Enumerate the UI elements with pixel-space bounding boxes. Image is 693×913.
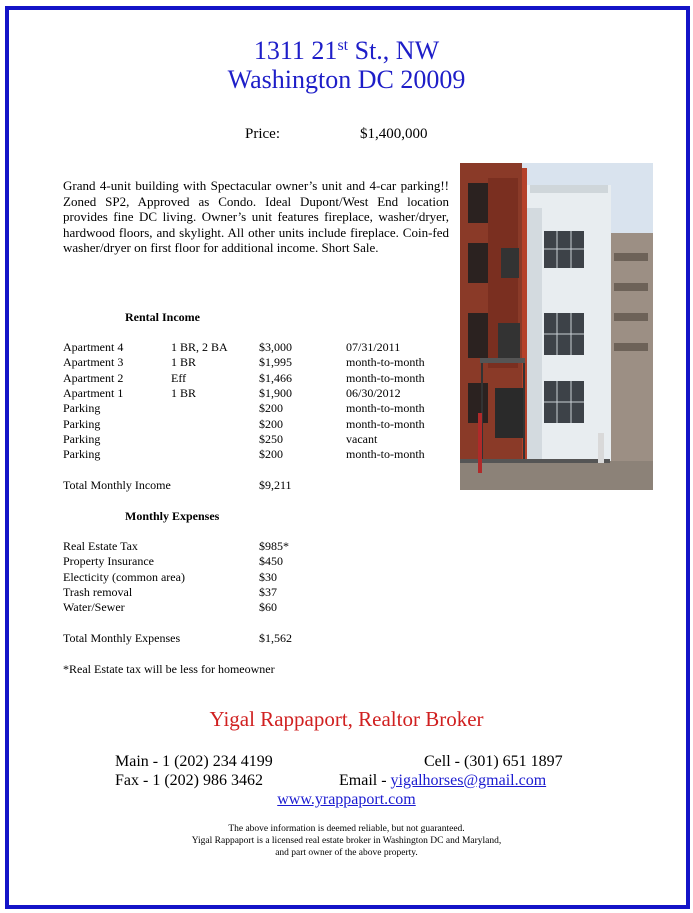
- unit-lease: month-to-month: [346, 355, 425, 369]
- disclaimer-line: Yigal Rappaport is a licensed real estate broker in Washington DC and Maryland,: [191, 836, 502, 846]
- property-description: Grand 4-unit building with Spectacular owner’s unit and 4-car parking!! Zoned SP2, Approved as Condo. Ideal Dupont/West End location provides fine DC living. Owner’s unit features fireplace, washer/dryer, hardwood floors, and skylight. All other units include fireplace. Coin-fed washer/dryer on first floor for additional income. Short Sale.: [63, 178, 449, 255]
- rental-income-heading: Rental Income: [125, 310, 200, 324]
- unit-type: Eff: [171, 371, 187, 385]
- expense-label: Property Insurance: [63, 554, 154, 568]
- expense-label: Electicity (common area): [63, 570, 185, 584]
- address-line-1: 1311 21st St., NW: [253, 36, 440, 65]
- website-link[interactable]: www.yrappaport.com: [277, 791, 416, 808]
- address-line-2: Washington DC 20009: [227, 65, 466, 94]
- email-link[interactable]: yigalhorses@gmail.com: [390, 772, 547, 789]
- unit-rent: $1,995: [259, 355, 292, 369]
- email-line: [339, 772, 546, 790]
- unit-lease: 07/31/2011: [346, 340, 401, 354]
- expense-value: $450: [259, 554, 283, 568]
- unit-type: 1 BR: [171, 386, 197, 400]
- cell-phone: Cell - (301) 651 1897: [424, 753, 563, 770]
- email-label: Email -: [339, 772, 391, 789]
- fax-number: Fax - 1 (202) 986 3462: [115, 772, 263, 789]
- property-photo: [460, 163, 653, 490]
- expense-value: $985*: [259, 539, 289, 553]
- unit-name: Apartment 3: [63, 355, 124, 369]
- unit-name: Apartment 4: [63, 340, 124, 354]
- expense-label: Real Estate Tax: [63, 539, 138, 553]
- price-value: $1,400,000: [360, 126, 428, 142]
- total-income-label: Total Monthly Income: [63, 478, 171, 492]
- unit-lease: month-to-month: [346, 401, 425, 415]
- unit-name: Parking: [63, 432, 101, 446]
- disclaimer-line: and part owner of the above property.: [275, 848, 418, 858]
- total-expenses-value: $1,562: [259, 631, 292, 645]
- unit-name: Apartment 2: [63, 371, 124, 385]
- expense-value: $60: [259, 600, 277, 614]
- unit-type: 1 BR: [171, 355, 197, 369]
- unit-name: Parking: [63, 401, 101, 415]
- unit-lease: month-to-month: [346, 447, 425, 461]
- total-expenses-label: Total Monthly Expenses: [63, 631, 181, 645]
- unit-rent: $200: [259, 417, 283, 431]
- unit-lease: 06/30/2012: [346, 386, 401, 400]
- disclaimer-line: The above information is deemed reliable, but not guaranteed.: [228, 824, 465, 834]
- total-income-value: $9,211: [259, 478, 292, 492]
- website-line: [0, 791, 693, 809]
- expense-value: $30: [259, 570, 277, 584]
- unit-name: Parking: [63, 447, 101, 461]
- unit-type: 1 BR, 2 BA: [171, 340, 228, 354]
- price-label: Price:: [245, 126, 280, 142]
- unit-rent: $200: [259, 447, 283, 461]
- unit-rent: $1,466: [259, 371, 292, 385]
- tax-footnote: *Real Estate tax will be less for homeowner: [63, 662, 275, 676]
- main-phone: Main - 1 (202) 234 4199: [115, 753, 273, 770]
- unit-name: Parking: [63, 417, 101, 431]
- expense-label: Water/Sewer: [63, 600, 125, 614]
- unit-name: Apartment 1: [63, 386, 124, 400]
- unit-lease: month-to-month: [346, 417, 425, 431]
- broker-name: Yigal Rappaport, Realtor Broker: [209, 707, 484, 731]
- unit-rent: $200: [259, 401, 283, 415]
- unit-lease: month-to-month: [346, 371, 425, 385]
- unit-rent: $250: [259, 432, 283, 446]
- unit-rent: $3,000: [259, 340, 292, 354]
- unit-rent: $1,900: [259, 386, 292, 400]
- unit-lease: vacant: [346, 432, 378, 446]
- disclaimer: [0, 823, 693, 859]
- expense-label: Trash removal: [63, 585, 133, 599]
- monthly-expenses-heading: Monthly Expenses: [125, 509, 220, 523]
- expense-value: $37: [259, 585, 277, 599]
